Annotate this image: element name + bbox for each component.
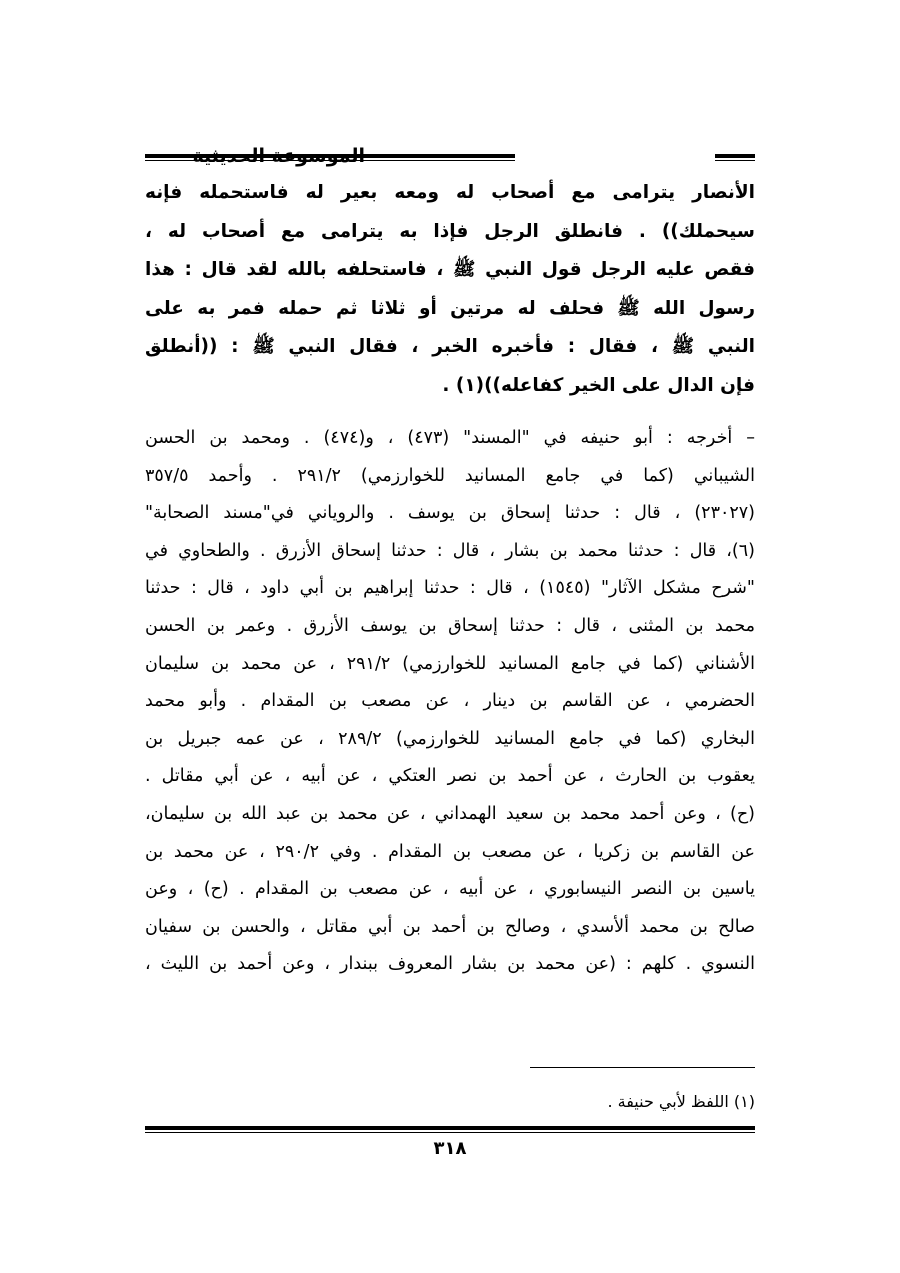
takhrij-line: (ح) ، وعن أحمد محمد بن سعيد الهمداني ، عن محمد بن عبد الله بن سليمان،: [145, 803, 755, 824]
header-rule-long: [145, 154, 515, 161]
hadith-line: النبي ﷺ ، فقال : فأخبره الخبر ، فقال النبي ﷺ : ((أنطلق: [145, 336, 755, 357]
hadith-line: فإن الدال على الخير كفاعله))(١) .: [442, 374, 755, 396]
page-number: ٣١٨: [433, 1138, 467, 1159]
takhrij-line: "شرح مشكل الآثار" (١٥٤٥) ، قال : حدثنا إبراهيم بن أبي داود ، قال : حدثنا: [145, 578, 755, 599]
takhrij-line: يعقوب بن الحارث ، عن أحمد بن نصر العتكي ، عن أبيه ، عن أبي مقاتل .: [145, 766, 755, 787]
takhrij-line: ياسين بن النصر النيسابوري ، عن أبيه ، عن مصعب بن المقدام . (ح) ، وعن: [145, 879, 755, 900]
takhrij-line: صالح بن محمد ألأسدي ، وصالح بن أحمد بن أبي مقاتل ، والحسن بن سفيان: [145, 916, 755, 937]
takhrij-line: الحضرمي ، عن القاسم بن دينار ، عن مصعب بن المقدام . وأبو محمد: [145, 691, 755, 712]
takhrij-line: الشيباني (كما في جامع المسانيد للخوارزمي) ٢٩١/٢ . وأحمد ٣٥٧/٥: [145, 465, 755, 486]
hadith-line: فقص عليه الرجل قول النبي ﷺ ، فاستحلفه بالله لقد قال : هذا: [145, 259, 755, 280]
takhrij-text: [145, 420, 755, 984]
header-rule-short: [715, 154, 755, 161]
takhrij-line: (٢٣٠٢٧) ، قال : حدثنا إسحاق بن يوسف . والروياني في"مسند الصحابة": [145, 503, 755, 524]
takhrij-line: البخاري (كما في جامع المسانيد للخوارزمي) ٢٨٩/٢ ، عن عمه جبريل بن: [145, 728, 755, 749]
takhrij-line: الأشناني (كما في جامع المسانيد للخوارزمي) ٢٩١/٢ ، عن محمد بن سليمان: [145, 653, 755, 674]
footnote: (١) اللفظ لأبي حنيفة .: [607, 1092, 755, 1111]
hadith-text: [145, 174, 755, 405]
hadith-line: سيحملك)) . فانطلق الرجل فإذا به يترامى مع أصحاب له ،: [145, 220, 755, 242]
hadith-line: رسول الله ﷺ فحلف له مرتين أو ثلاثا ثم حمله فمر به على: [145, 297, 755, 319]
takhrij-line: – أخرجه : أبو حنيفه في "المسند" (٤٧٣) ، و(٤٧٤) . ومحمد بن الحسن: [145, 428, 755, 448]
takhrij-line: (٦)، قال : حدثنا محمد بن بشار ، قال : حدثنا إسحاق الأزرق . والطحاوي في: [145, 540, 755, 561]
footer-rule: [145, 1126, 755, 1133]
hadith-line: الأنصار يترامى مع أصحاب له ومعه بعير له فاستحمله فإنه: [145, 182, 755, 203]
takhrij-line: عن القاسم بن زكريا ، عن مصعب بن المقدام . وفي ٢٩٠/٢ ، عن محمد بن: [145, 841, 755, 862]
takhrij-line: النسوي . كلهم : (عن محمد بن بشار المعروف ببندار ، وعن أحمد بن الليث ،: [145, 954, 755, 975]
running-header: [145, 143, 755, 171]
takhrij-line: محمد بن المثنى ، قال : حدثنا إسحاق بن يوسف الأزرق . وعمر بن الحسن: [145, 615, 755, 636]
footnote-separator: [530, 1067, 755, 1068]
